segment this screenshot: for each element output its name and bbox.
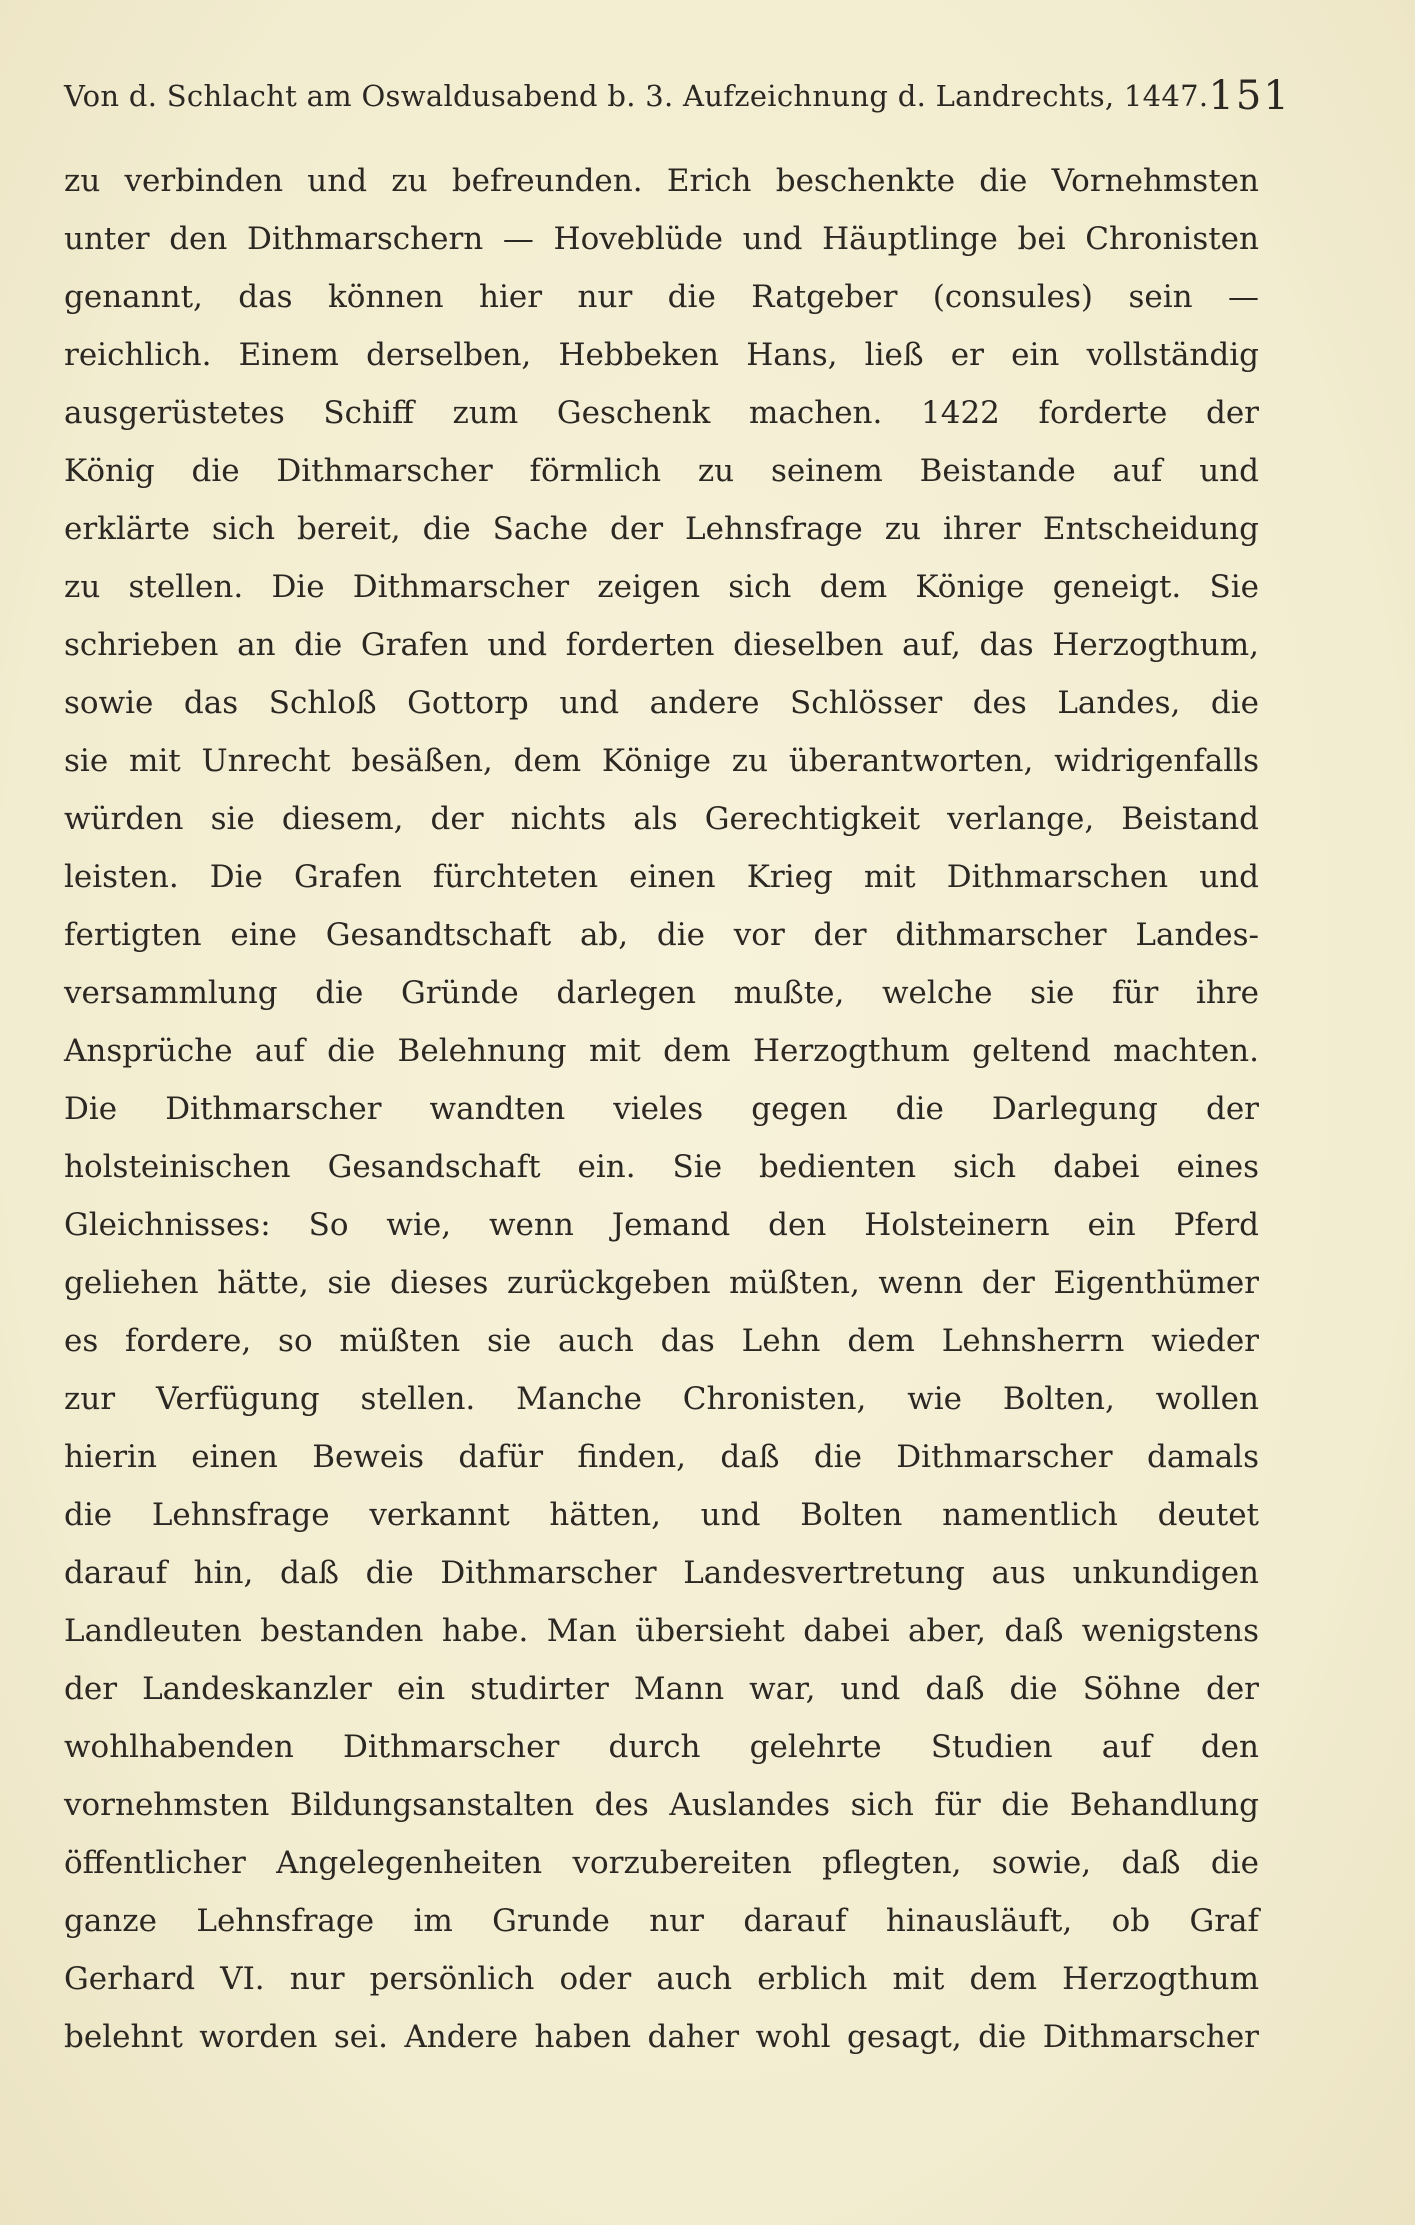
running-head: Von d. Schlacht am Oswaldusabend b. 3. Aufzeichnung d. Landrechts, 1447.	[64, 79, 1209, 113]
text-line: ausgerüstetes Schiff zum Geschenk machen. 1422 forderte der	[64, 395, 1259, 431]
text-line: fertigten eine Gesandtschaft ab, die vor der dithmarscher Landes-	[64, 917, 1259, 953]
text-line: geliehen hätte, sie dieses zurückgeben müßten, wenn der Eigenthümer	[64, 1265, 1259, 1301]
text-line: Die Dithmarscher wandten vieles gegen die Darlegung der	[64, 1091, 1259, 1127]
text-line: erklärte sich bereit, die Sache der Lehnsfrage zu ihrer Entscheidung	[64, 511, 1259, 547]
text-line: öffentlicher Angelegenheiten vorzubereiten pflegten, sowie, daß die	[64, 1845, 1259, 1881]
text-line: zu stellen. Die Dithmarscher zeigen sich dem Könige geneigt. Sie	[64, 569, 1259, 605]
text-line: versammlung die Gründe darlegen mußte, welche sie für ihre	[64, 975, 1259, 1011]
page-number: 151	[1208, 73, 1291, 119]
text-line: wohlhabenden Dithmarscher durch gelehrte Studien auf den	[64, 1729, 1259, 1765]
text-line: Ansprüche auf die Belehnung mit dem Herzogthum geltend machten.	[64, 1033, 1259, 1069]
text-line: würden sie diesem, der nichts als Gerechtigkeit verlange, Beistand	[64, 801, 1259, 837]
text-line: zur Verfügung stellen. Manche Chronisten, wie Bolten, wollen	[64, 1381, 1259, 1417]
text-line: leisten. Die Grafen fürchteten einen Krieg mit Dithmarschen und	[64, 859, 1259, 895]
text-line: reichlich. Einem derselben, Hebbeken Hans, ließ er ein vollständig	[64, 337, 1259, 373]
text-line: genannt, das können hier nur die Ratgeber (consules) sein —	[64, 279, 1259, 315]
text-line: Landleuten bestanden habe. Man übersieht dabei aber, daß wenigstens	[64, 1613, 1259, 1649]
text-line: darauf hin, daß die Dithmarscher Landesvertretung aus unkundigen	[64, 1555, 1259, 1591]
text-line: der Landeskanzler ein studirter Mann war, und daß die Söhne der	[64, 1671, 1259, 1707]
text-line: zu verbinden und zu befreunden. Erich beschenkte die Vornehmsten	[64, 163, 1259, 199]
text-line: sowie das Schloß Gottorp und andere Schlösser des Landes, die	[64, 685, 1259, 721]
text-line: die Lehnsfrage verkannt hätten, und Bolten namentlich deutet	[64, 1497, 1259, 1533]
text-line: Gerhard VI. nur persönlich oder auch erblich mit dem Herzogthum	[64, 1961, 1259, 1997]
text-line: unter den Dithmarschern — Hoveblüde und Häuptlinge bei Chronisten	[64, 221, 1259, 257]
text-line: König die Dithmarscher förmlich zu seinem Beistande auf und	[64, 453, 1259, 489]
text-line: schrieben an die Grafen und forderten dieselben auf, das Herzogthum,	[64, 627, 1259, 663]
text-line: vornehmsten Bildungsanstalten des Auslandes sich für die Behandlung	[64, 1787, 1259, 1823]
text-line: hierin einen Beweis dafür finden, daß die Dithmarscher damals	[64, 1439, 1259, 1475]
page-header	[64, 66, 1291, 126]
text-line: Gleichnisses: So wie, wenn Jemand den Holsteinern ein Pferd	[64, 1207, 1259, 1243]
text-line: belehnt worden sei. Andere haben daher wohl gesagt, die Dithmarscher	[64, 2019, 1259, 2055]
body-text	[64, 152, 1259, 2066]
text-line: holsteinischen Gesandschaft ein. Sie bedienten sich dabei eines	[64, 1149, 1259, 1185]
text-line: ganze Lehnsfrage im Grunde nur darauf hinausläuft, ob Graf	[64, 1903, 1259, 1939]
text-line: es fordere, so müßten sie auch das Lehn dem Lehnsherrn wieder	[64, 1323, 1259, 1359]
text-line: sie mit Unrecht besäßen, dem Könige zu überantworten, widrigenfalls	[64, 743, 1259, 779]
